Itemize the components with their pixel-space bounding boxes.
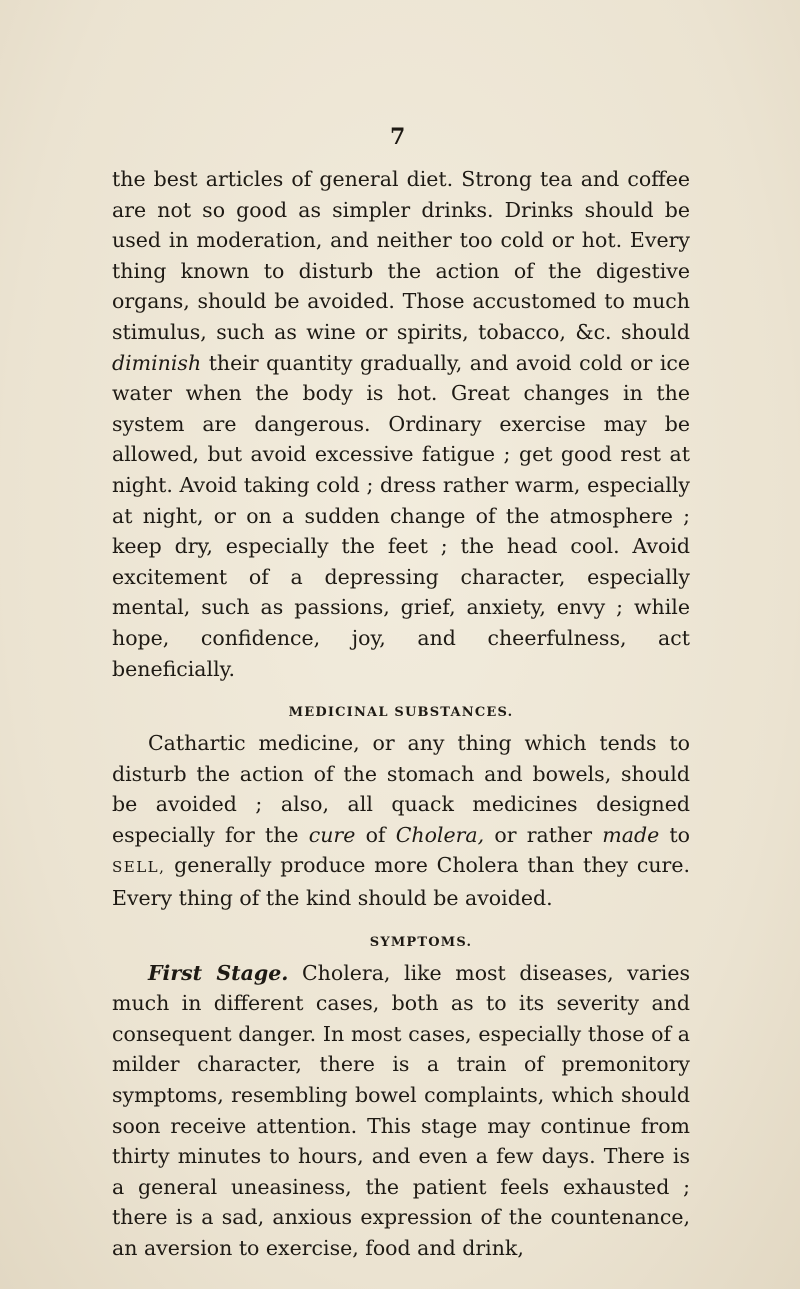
first-stage-label: First Stage.: [148, 960, 289, 985]
diet-text-1: the best articles of general diet. Strong tea and coffee are not so good as simpler drinks. Drinks should be used in moderation, and neither too cold or hot. Every thing known to disturb the action of the digestive organs, should be avoided. Those accustomed to much stimulus, such as wine or spirits, tobacco, &c. should: [112, 167, 690, 344]
diet-emphasis: diminish: [112, 350, 202, 375]
cholera-emphasis: Cholera,: [395, 822, 485, 847]
page-number: 7: [390, 124, 406, 150]
diet-text-2: their quantity gradually, and avoid cold or ice water when the body is hot. Great changes in the system are dangerous. Ordinary exercise may be allowed, but avoid excessive fatigue ; get good rest at night. Avoid taking cold ; dress rather warm, especially at night, or on a sudden change of the atmosphere ; keep dry, especially the feet ; the head cool. Avoid excitement of a depressing character, especially mental, such as passions, grief, anxiety, envy ; while hope, confidence, joy, and cheerfulness, act beneficially.: [112, 350, 690, 681]
medicinal-paragraph: [112, 728, 690, 914]
made-emphasis: made: [602, 822, 660, 847]
symptoms-heading: SYMPTOMS.: [369, 934, 473, 950]
medicinal-text-2: of: [355, 822, 396, 847]
medicinal-heading: MEDICINAL SUBSTANCES.: [288, 705, 514, 721]
page-body: [112, 164, 690, 1264]
medicinal-text-4: to: [659, 822, 690, 847]
medicinal-text-1: Cathartic medicine, or any thing which tends to disturb the action of the stomach and bowels, should be avoided ; also, all quack medicines designed especially for the: [112, 731, 690, 847]
symptoms-paragraph: [112, 958, 690, 1264]
diet-paragraph: [112, 164, 690, 684]
symptoms-text: Cholera, like most diseases, varies much in different cases, both as to its severity and consequent danger. In most cases, especially those of a milder character, there is a train of premonitory symptoms, resembling bowel complaints, which should soon receive attention. This stage may continue from thirty minutes to hours, and even a few days. There is a general uneasiness, the patient feels exhausted ; there is a sad, anxious expression of the countenance, an aversion to exercise, food and drink,: [112, 960, 690, 1260]
cure-emphasis: cure: [308, 822, 356, 847]
sell-small-caps: SELL,: [112, 858, 166, 877]
medicinal-text-5: generally produce more Cholera than they cure. Every thing of the kind should be avoided.: [112, 853, 690, 911]
medicinal-text-3: or rather: [484, 822, 603, 847]
